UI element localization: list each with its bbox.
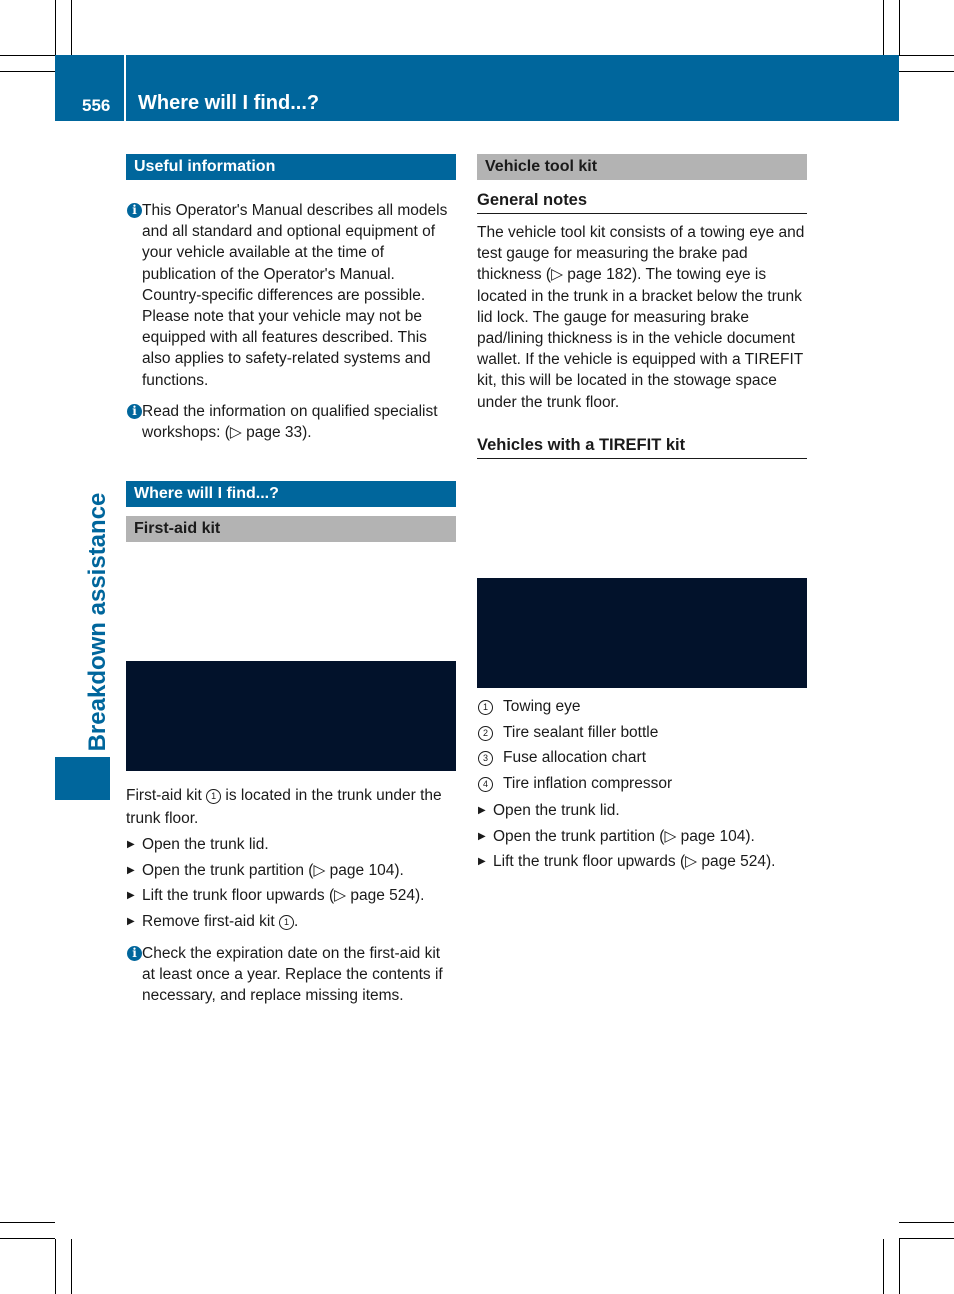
- page-title: Where will I find...?: [138, 92, 320, 114]
- step-text: Open the trunk partition (▷ page 104).: [142, 861, 404, 879]
- crop-mark: [899, 0, 900, 55]
- general-notes-heading: General notes: [477, 191, 807, 214]
- crop-mark: [71, 0, 72, 55]
- step-arrow-icon: ▶: [478, 856, 486, 868]
- right-column: [477, 154, 807, 877]
- tirefit-kit-figure: [477, 578, 807, 688]
- first-aid-location-text: [126, 784, 456, 830]
- crop-mark: [0, 71, 55, 72]
- info-note-text: Read the information on qualified specialist workshops: (▷ page 33).: [142, 402, 438, 442]
- tirefit-steps: [477, 800, 807, 872]
- info-icon: i: [127, 203, 142, 218]
- callout-number: 1: [206, 789, 221, 804]
- location-text-pre: First-aid kit: [126, 787, 207, 805]
- chapter-tab-marker: [55, 757, 110, 800]
- step-item: [477, 826, 807, 847]
- callout-number: 2: [478, 726, 493, 741]
- callout-number: 3: [478, 751, 493, 766]
- info-note: [126, 200, 456, 391]
- crop-mark: [0, 1222, 55, 1223]
- step-arrow-icon: ▶: [478, 805, 486, 817]
- crop-mark: [899, 71, 954, 72]
- crop-mark: [899, 1239, 900, 1294]
- step-item: [126, 885, 456, 906]
- crop-mark: [899, 55, 954, 56]
- crop-mark: [899, 1238, 954, 1239]
- crop-mark: [899, 1222, 954, 1223]
- step-text: Open the trunk lid.: [493, 802, 620, 820]
- step-text: Open the trunk partition (▷ page 104).: [493, 827, 755, 845]
- step-item: [126, 834, 456, 855]
- general-notes-text: The vehicle tool kit consists of a towing eye and test gauge for measuring the brake pad thickness (▷ page 182). The towing eye is located in the trunk in a bracket below the trunk lid lock. The gauge for measuring brake pad/lining thickness is in the vehicle document wallet. If the vehicle is equipped with a TIREFIT kit, this will be located in the stowage space under the trunk floor.: [477, 224, 805, 411]
- step-text: Lift the trunk floor upwards (▷ page 524).: [493, 853, 776, 871]
- vehicle-tool-kit-heading: Vehicle tool kit: [477, 154, 807, 180]
- crop-mark: [883, 0, 884, 55]
- crop-mark: [0, 55, 55, 56]
- tirefit-heading: Vehicles with a TIREFIT kit: [477, 436, 807, 459]
- info-note: [126, 943, 456, 1007]
- step-text-post: .: [293, 912, 299, 930]
- legend-label: Fuse allocation chart: [503, 749, 647, 767]
- step-item: [477, 800, 807, 821]
- left-column: [126, 154, 456, 1006]
- header-divider: [124, 55, 126, 121]
- first-aid-steps: [126, 834, 456, 932]
- crop-mark: [71, 1239, 72, 1294]
- chapter-side-label: Breakdown assistance: [84, 492, 111, 752]
- info-note: [126, 401, 456, 443]
- useful-information-heading: Useful information: [126, 154, 456, 180]
- callout-number: 1: [279, 915, 294, 930]
- legend-item: [477, 747, 807, 768]
- step-arrow-icon: ▶: [127, 864, 135, 876]
- step-arrow-icon: ▶: [478, 830, 486, 842]
- step-arrow-icon: ▶: [127, 839, 135, 851]
- crop-mark: [55, 0, 56, 55]
- callout-number: 4: [478, 777, 493, 792]
- step-item: [126, 911, 456, 932]
- info-icon: i: [127, 946, 142, 961]
- callout-number: 1: [478, 700, 493, 715]
- first-aid-kit-figure: [126, 661, 456, 771]
- crop-mark: [55, 1239, 56, 1294]
- legend-item: [477, 696, 807, 717]
- legend-item: [477, 722, 807, 743]
- where-will-i-find-heading: Where will I find...?: [126, 481, 456, 507]
- first-aid-kit-heading: First-aid kit: [126, 516, 456, 542]
- info-icon: i: [127, 404, 142, 419]
- legend-item: [477, 773, 807, 794]
- page-number: 556: [82, 96, 111, 115]
- info-note-text: This Operator's Manual describes all models and all standard and optional equipment of your vehicle available at the time of publication of the Operator's Manual. Country-specific differences are possible. Please note that your vehicle may not be equipped with all features described. This also applies to safety-related systems and functions.: [142, 202, 448, 389]
- step-text: Lift the trunk floor upwards (▷ page 524).: [142, 887, 425, 905]
- crop-mark: [0, 1238, 55, 1239]
- crop-mark: [883, 1239, 884, 1294]
- info-note-text: Check the expiration date on the first-aid kit at least once a year. Replace the contents if necessary, and replace missing items.: [142, 944, 443, 1005]
- step-text: Open the trunk lid.: [142, 836, 269, 854]
- legend-label: Tire sealant filler bottle: [503, 723, 659, 741]
- step-arrow-icon: ▶: [127, 915, 135, 927]
- legend-label: Tire inflation compressor: [503, 775, 673, 793]
- legend-label: Towing eye: [503, 697, 581, 715]
- step-arrow-icon: ▶: [127, 890, 135, 902]
- step-text-pre: Remove first-aid kit: [142, 912, 279, 930]
- step-item: [126, 860, 456, 881]
- figure-legend: [477, 696, 807, 794]
- location-text-post: is located in the trunk under the trunk floor.: [126, 787, 442, 828]
- step-item: [477, 851, 807, 872]
